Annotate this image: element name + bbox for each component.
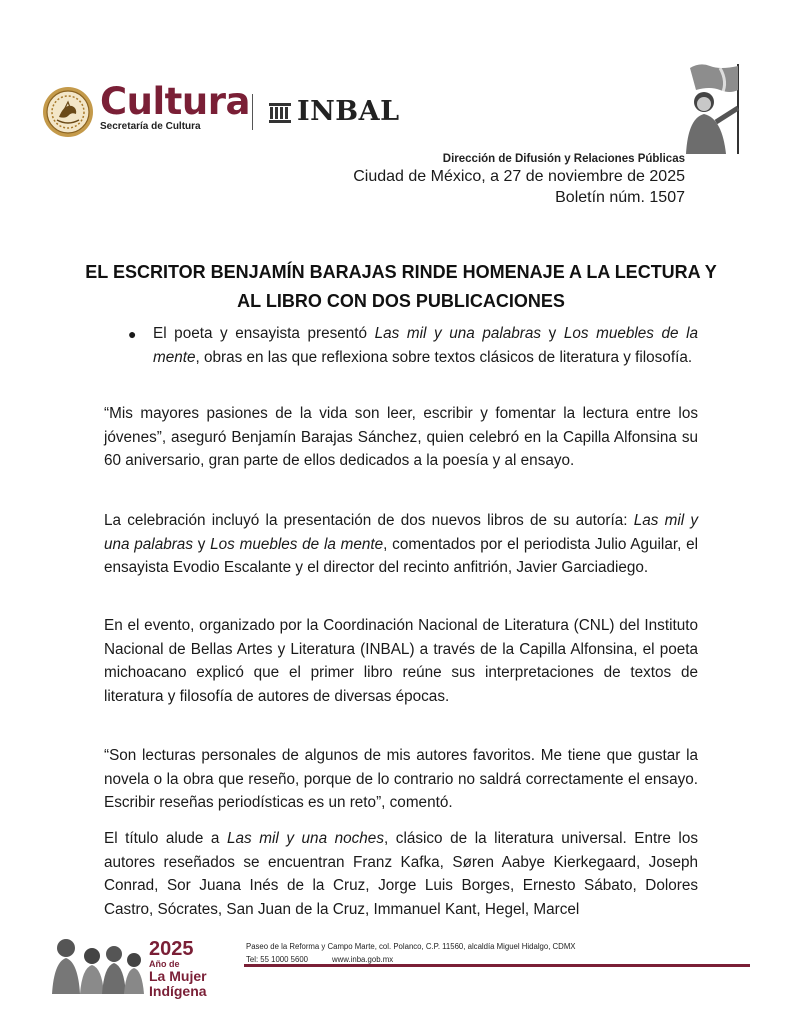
- bulletin-number: Boletín núm. 1507: [555, 189, 685, 206]
- indigenous-women-illustration: [44, 934, 144, 994]
- inbal-wordmark: INBAL: [297, 96, 400, 127]
- summary-part: y: [541, 325, 564, 342]
- book-title-1: Las mil y una palabras: [374, 325, 541, 342]
- header-info: [353, 153, 685, 207]
- book-title-1: Las mil y una palabras: [104, 512, 698, 553]
- flag-bearer-illustration: [660, 60, 756, 156]
- paragraph-2: [104, 509, 698, 580]
- paragraph-part: y: [192, 535, 211, 553]
- paragraph-part: La celebración incluyó la presentación de dos nuevos libros de su autoría:: [104, 512, 634, 529]
- year-name-line-1: La Mujer: [149, 968, 207, 984]
- book-title-3: Las mil y una noches: [226, 830, 384, 847]
- brand-subtitle: Secretaría de Cultura: [100, 121, 201, 132]
- place-date: Ciudad de México, a 27 de noviembre de 2025: [353, 168, 685, 185]
- book-title-2: Los muebles de la mente: [210, 535, 384, 553]
- headline: EL ESCRITOR BENJAMÍN BARAJAS RINDE HOMENAJE A LA LECTURA Y AL LIBRO CON DOS PUBLICACIONES: [85, 262, 717, 311]
- brand-logo: [100, 82, 250, 132]
- paragraph-1: “Mis mayores pasiones de la vida son leer, escribir y fomentar la lectura entre los jóvenes”, aseguró Benjamín Barajas Sánchez, quien celebró en la Capilla Alfonsina su 60 aniversario, gran parte de ellos dedicados a la poesía y al ensayo.: [104, 405, 698, 469]
- paragraph-4: “Son lecturas personales de algunos de mis autores favoritos. Me tiene que gustar la novela o la obra que reseño, porque de lo contrario no saldrá correctamente el ensayo. Escribir reseñas periodísticas es un reto”, comentó.: [104, 747, 698, 811]
- brand-divider: [252, 94, 253, 130]
- year-name-line-2: Indígena: [149, 983, 207, 999]
- summary-text: [153, 322, 698, 370]
- summary-bullet: [128, 322, 698, 370]
- year-badge: [149, 939, 239, 999]
- footer-divider: [244, 964, 750, 967]
- summary-part: , obras en las que reflexiona sobre textos clásicos de literatura y filosofía.: [195, 349, 693, 366]
- bullet-icon: ●: [128, 326, 137, 342]
- summary-part: El poeta y ensayista presentó: [153, 325, 375, 342]
- footer-address: [246, 940, 576, 966]
- brand-name: Cultura: [100, 80, 250, 123]
- paragraph-part: , clásico de la literatura universal. Entre los autores reseñados se encuentran Franz Kafka, Søren Aabye Kierkegaard, Joseph Conrad, Sor Juana Inés de la Cruz, Jorge Luis Borges, Ernesto Sábato, Dolores Castro, Sócrates, San Juan de la Cruz, Immanuel Kant, Hegel, Marcel: [104, 830, 698, 918]
- department: Dirección de Difusión y Relaciones Públicas: [442, 153, 685, 165]
- address-line: Paseo de la Reforma y Campo Marte, col. Polanco, C.P. 11560, alcaldía Miguel Hidalgo, CDMX: [246, 942, 576, 951]
- mexico-seal-icon: [42, 86, 94, 138]
- website: www.inba.gob.mx: [332, 955, 394, 964]
- paragraph-part: , comentados por el periodista Julio Aguilar, el ensayista Evodio Escalante y el director del recinto anfitrión, Javier Garciadiego.: [104, 535, 698, 576]
- inbal-building-icon: [268, 100, 292, 124]
- paragraph-part: El título alude a: [104, 830, 227, 847]
- paragraph-5: [104, 827, 698, 921]
- book-title-2: Los muebles de la mente: [153, 325, 698, 366]
- year-subtitle: Año de: [149, 959, 180, 969]
- year-number: 2025: [149, 938, 194, 960]
- paragraph-3: En el evento, organizado por la Coordinación Nacional de Literatura (CNL) del Instituto Nacional de Bellas Artes y Literatura (INBAL) a través de la Capilla Alfonsina, el poeta michoacano explicó que el primer libro reúne sus interpretaciones de textos de literatura y filosofía de autores de diversas épocas.: [104, 617, 698, 705]
- inbal-logo: [268, 96, 400, 127]
- phone: Tel: 55 1000 5600: [246, 955, 308, 964]
